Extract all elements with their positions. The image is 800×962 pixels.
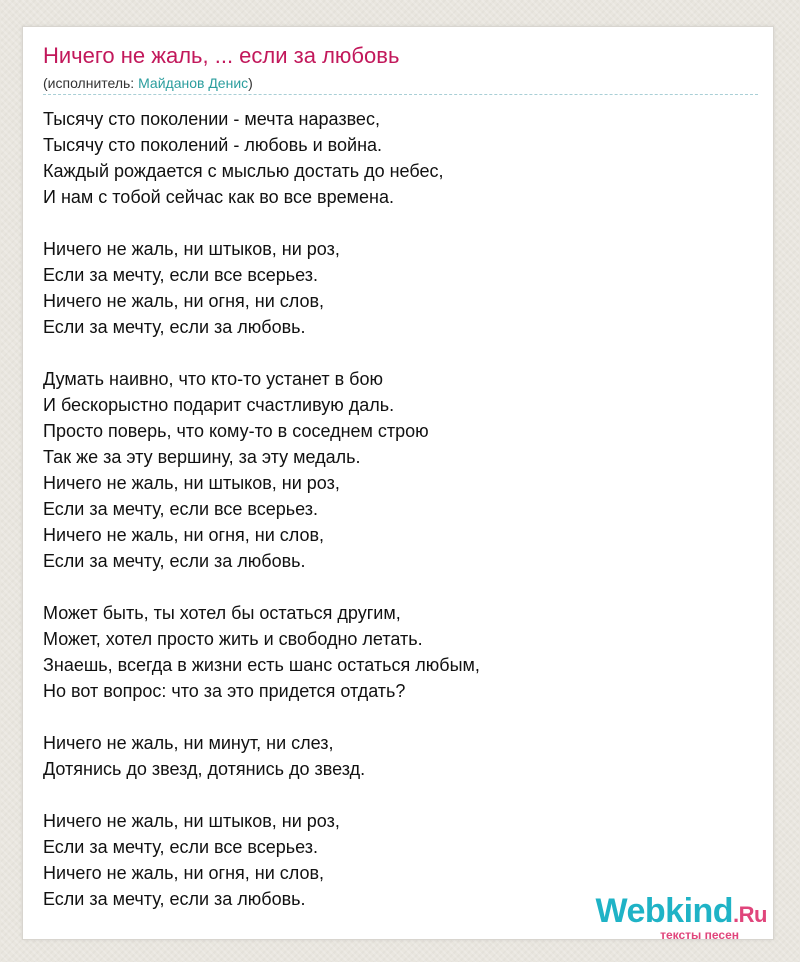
stanza-gap <box>43 340 743 366</box>
logo-main-text: Webkind <box>595 892 734 930</box>
stanza-gap <box>43 782 743 808</box>
artist-prefix: (исполнитель: <box>43 75 139 91</box>
lyric-line: Думать наивно, что кто-то устанет в бою <box>43 369 383 389</box>
lyric-line: Ничего не жаль, ни штыков, ни роз, <box>43 473 340 493</box>
lyrics-card <box>22 26 774 940</box>
lyric-line: Тысячу сто поколений - любовь и война. <box>43 135 383 155</box>
lyric-line: И нам с тобой сейчас как во все времена. <box>43 187 394 207</box>
logo-wordmark <box>596 893 768 933</box>
song-title: Ничего не жаль, ... если за любовь <box>43 43 400 68</box>
artist-suffix: ) <box>248 75 253 91</box>
lyric-line: Если за мечту, если за любовь. <box>43 889 306 909</box>
lyric-line: Если за мечту, если за любовь. <box>43 317 306 337</box>
logo-tld: .Ru <box>733 902 767 927</box>
lyric-line: Дотянись до звезд, дотянись до звезд. <box>43 759 366 779</box>
lyric-line: И бескорыстно подарит счастливую даль. <box>43 395 395 415</box>
artist-line <box>43 74 253 92</box>
logo-tagline: тексты песен <box>660 928 739 942</box>
stanza-gap <box>43 574 743 600</box>
lyric-line: Так же за эту вершину, за эту медаль. <box>43 447 361 467</box>
lyric-line: Ничего не жаль, ни огня, ни слов, <box>43 291 325 311</box>
lyric-line: Ничего не жаль, ни штыков, ни роз, <box>43 239 340 259</box>
title-divider <box>43 94 758 95</box>
lyric-line: Может быть, ты хотел бы остаться другим, <box>43 603 401 623</box>
webkind-logo[interactable] <box>596 893 768 941</box>
stanza-gap <box>43 210 743 236</box>
lyric-line: Знаешь, всегда в жизни есть шанс остаться любым, <box>43 655 480 675</box>
lyric-line: Ничего не жаль, ни штыков, ни роз, <box>43 811 340 831</box>
lyric-line: Если за мечту, если за любовь. <box>43 551 306 571</box>
stanza-gap <box>43 704 743 730</box>
artist-link[interactable]: Майданов Денис <box>138 75 249 91</box>
lyrics-body <box>43 106 743 912</box>
lyric-line: Каждый рождается с мыслью достать до небес, <box>43 161 444 181</box>
lyric-line: Тысячу сто поколении - мечта наразвес, <box>43 109 380 129</box>
lyric-line: Может, хотел просто жить и свободно летать. <box>43 629 423 649</box>
lyric-line: Но вот вопрос: что за это придется отдать? <box>43 681 406 701</box>
lyric-line: Ничего не жаль, ни огня, ни слов, <box>43 525 325 545</box>
lyric-line: Если за мечту, если все всерьез. <box>43 837 319 857</box>
lyric-line: Если за мечту, если все всерьез. <box>43 265 319 285</box>
lyric-line: Ничего не жаль, ни огня, ни слов, <box>43 863 325 883</box>
lyric-line: Просто поверь, что кому-то в соседнем строю <box>43 421 429 441</box>
lyric-line: Если за мечту, если все всерьез. <box>43 499 319 519</box>
lyric-line: Ничего не жаль, ни минут, ни слез, <box>43 733 334 753</box>
